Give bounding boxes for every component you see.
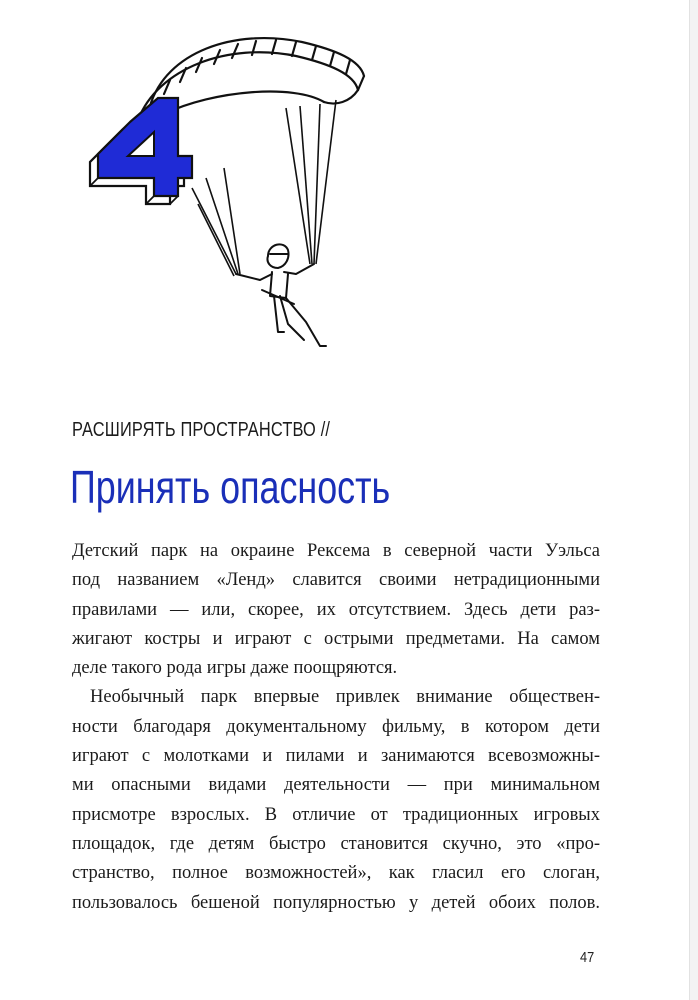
text-line: играют с молотками и пилами и занимаются всевозможны- — [72, 746, 600, 767]
text-line: ми опасными видами деятельности — при минимальном — [72, 775, 600, 796]
text-line: пользовалось бешеной популярностью у детей обоих полов. — [72, 892, 600, 913]
text-line: площадок, где детям быстро становится скучно, это «про- — [72, 833, 600, 854]
text-line: присмотре взрослых. В отличие от традиционных игровых — [72, 804, 600, 825]
paragraph-2 — [72, 683, 600, 917]
body-text — [72, 537, 600, 918]
text-line: Необычный парк впервые привлек внимание обществен- — [90, 687, 600, 708]
text-line: правилами — или, скорее, их отсутствием. Здесь дети раз- — [72, 599, 600, 620]
paraglider-with-number-icon — [74, 28, 374, 368]
chapter-title: Принять опасность — [70, 461, 391, 513]
paragraph-1 — [72, 537, 600, 683]
page-edge — [689, 0, 698, 1000]
text-line: странство, полное возможностей», как гласил его слоган, — [72, 863, 600, 884]
chapter-number-mark — [90, 98, 192, 204]
text-line: под названием «Ленд» славится своими нетрадиционными — [72, 570, 600, 591]
paraglider-illustration — [74, 28, 374, 368]
text-line: деле такого рода игры даже поощряются. — [72, 658, 398, 679]
text-line: ности благодаря документальному фильму, в котором дети — [72, 716, 600, 737]
text-line: жигают костры и играют с острыми предметами. На самом — [72, 628, 600, 649]
section-label: РАСШИРЯТЬ ПРОСТРАНСТВО // — [72, 419, 331, 441]
text-line: Детский парк на окраине Рексема в северной части Уэльса — [72, 541, 600, 561]
page-number: 47 — [580, 949, 595, 966]
